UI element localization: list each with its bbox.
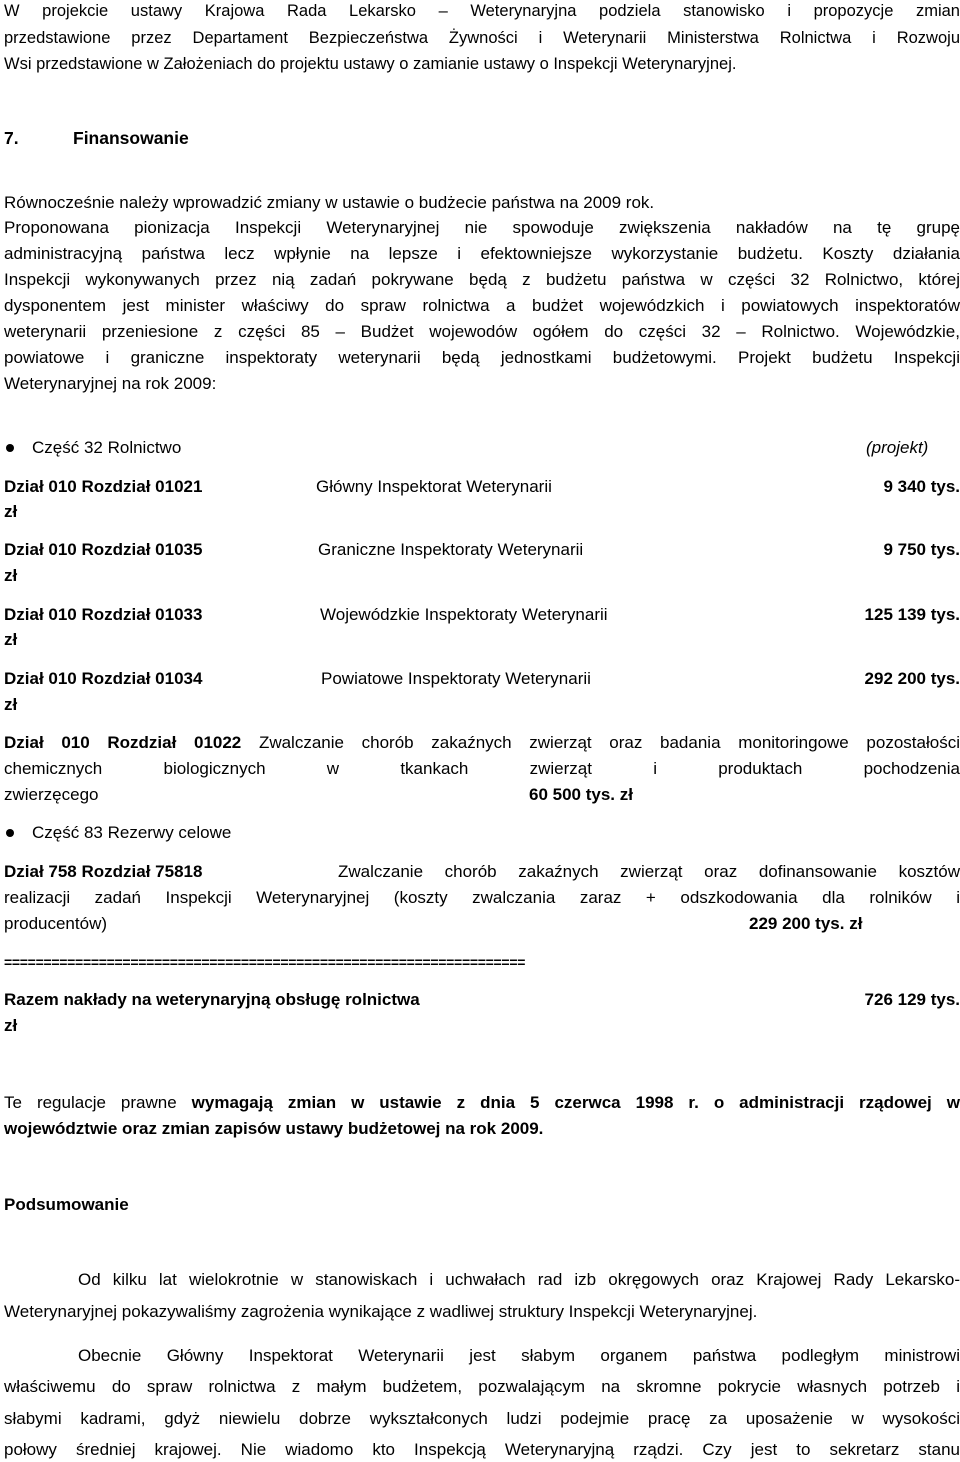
summary-paragraph-2-line-2: właściwemu do spraw rolnictwa z małym budżetem, pozwalającym na skromne pokrycie własnych potrzeb i — [4, 1377, 960, 1396]
section-paragraph-2-line-6: powiatowe i graniczne inspektoraty weterynarii będą jednostkami budżetowymi. Projekt budżetu Inspekcji — [4, 348, 960, 367]
summary-paragraph-1-line-2: Weterynaryjnej pokazywaliśmy zagrożenia wynikające z wadliwej struktury Inspekcji Weterynaryjnej. — [4, 1302, 758, 1321]
section-paragraph-2-line-5: weterynarii przeniesione z części 85 – Budżet wojewodów ogółem do części 32 – Rolnictwo. Wojewódzkie, — [4, 322, 960, 341]
summary-title: Podsumowanie — [4, 1195, 129, 1214]
budget-row-01022-desc: Zwalczanie chorób zakaźnych zwierząt oraz badania monitoringowe pozostałości — [258, 733, 960, 752]
regulations-line-1 — [4, 1093, 960, 1113]
budget-row-01022-line-3: zwierzęcego — [4, 785, 99, 804]
budget-row-75818-line-2: realizacji zadań Inspekcji Weterynaryjnej (koszty zwalczania zaraz + odszkodowania dla rolników i — [4, 888, 960, 907]
budget-row-amount: 292 200 tys. — [864, 669, 960, 688]
total-amount: 726 129 tys. — [864, 990, 960, 1009]
budget-row-unit: zł — [4, 566, 18, 585]
budget-row-name: Wojewódzkie Inspektoraty Weterynarii — [320, 605, 608, 624]
section-number: 7. — [4, 128, 19, 148]
section-paragraph-2-line-1: Proponowana pionizacja Inspekcji Weterynaryjnej nie spowoduje zwiększenia nakładów na tę grupę — [4, 218, 960, 237]
regulations-line-2: województwie oraz zmian zapisów ustawy budżetowej na rok 2009. — [4, 1119, 544, 1138]
summary-paragraph-2-line-3: słabymi kadrami, gdyż niewielu dobrze wykształconych ludzi podejmie pracę za uposażenie w wysokości — [4, 1409, 960, 1428]
bullet-icon — [6, 829, 14, 837]
budget-row-01022-line-2: chemicznych biologicznych w tkankach zwierząt i produktach pochodzenia — [4, 759, 960, 778]
summary-paragraph-2-line-4: połowy średniej krajowej. Nie wiadomo kto Inspekcją Weterynaryjną rządzi. Czy jest to sekretarz stanu — [4, 1440, 960, 1459]
section-paragraph-2-line-7: Weterynaryjnej na rok 2009: — [4, 374, 217, 393]
summary-paragraph-1-line-1: Od kilku lat wielokrotnie w stanowiskach i uchwałach rad izb okręgowych oraz Krajowej Rady Lekarsko- — [78, 1270, 960, 1289]
section-paragraph-2-line-3: Inspekcji wykonywanych przez nią zadań pokrywane będą z budżetu państwa w części 32 Rolnictwo, której — [4, 270, 960, 289]
budget-row-name: Główny Inspektorat Weterynarii — [316, 477, 552, 496]
budget-row-75818-amount: 229 200 tys. zł — [749, 914, 863, 933]
budget-row-unit: zł — [4, 502, 18, 521]
total-label: Razem nakłady na weterynaryjną obsługę rolnictwa — [4, 990, 420, 1009]
budget-row-01022-amount: 60 500 tys. zł — [529, 785, 633, 804]
budget-row-code: Dział 010 Rozdział 01034 — [4, 669, 203, 688]
intro-line-1: W projekcie ustawy Krajowa Rada Lekarsko – Weterynaryjna podziela stanowisko i propozycje zmian — [4, 2, 960, 20]
budget-row-unit: zł — [4, 630, 18, 649]
intro-line-2: przedstawione przez Departament Bezpieczeństwa Żywności i Weterynarii Ministerstwa Rolnictwa i Rozwoju — [4, 29, 960, 47]
section-paragraph-2-line-4: dysponentem jest minister właściwy do spraw rolnictwa a budżet wojewódzkich i powiatowych inspektoratów — [4, 296, 960, 315]
budget-row-code: Dział 010 Rozdział 01035 — [4, 540, 203, 559]
budget-row-name: Graniczne Inspektoraty Weterynarii — [318, 540, 584, 559]
part-83-label: Część 83 Rezerwy celowe — [32, 823, 232, 842]
part-32-note: (projekt) — [866, 438, 929, 457]
regulations-plain: Te regulacje prawne — [4, 1093, 192, 1112]
total-unit: zł — [4, 1016, 18, 1035]
budget-row-code: Dział 010 Rozdział 01033 — [4, 605, 203, 624]
budget-row-75818-line-3: producentów) — [4, 914, 108, 933]
budget-row-75818-code: Dział 758 Rozdział 75818 — [4, 862, 203, 881]
budget-row-unit: zł — [4, 695, 18, 714]
budget-row-01022-code: Dział 010 Rozdział 01022 — [4, 733, 242, 752]
intro-line-3: Wsi przedstawione w Założeniach do projektu ustawy o zamianie ustawy o Inspekcji Weterynaryjnej. — [4, 55, 737, 73]
section-paragraph-1: Równocześnie należy wprowadzić zmiany w ustawie o budżecie państwa na 2009 rok. — [4, 193, 655, 212]
regulations-bold: wymagają zmian w ustawie z dnia 5 czerwca 1998 r. o administracji rządowej w — [191, 1093, 960, 1112]
section-title: Finansowanie — [73, 128, 189, 148]
budget-row-amount: 125 139 tys. — [864, 605, 960, 624]
section-paragraph-2-line-2: administracyjną państwa lecz wpłynie na lepsze i efektowniejsze wykorzystanie budżetu. Koszty działania — [4, 244, 960, 263]
budget-row-code: Dział 010 Rozdział 01021 — [4, 477, 203, 496]
budget-row-01022-line-1 — [4, 733, 960, 753]
budget-row-amount: 9 340 tys. — [883, 477, 960, 496]
summary-paragraph-2-line-1: Obecnie Główny Inspektorat Weterynarii jest słabym organem państwa podległym ministrowi — [78, 1346, 960, 1365]
budget-row-75818-desc: Zwalczanie chorób zakaźnych zwierząt oraz dofinansowanie kosztów — [338, 862, 960, 881]
separator-line: ================================================================== — [4, 954, 526, 970]
budget-row-amount: 9 750 tys. — [883, 540, 960, 559]
budget-row-name: Powiatowe Inspektoraty Weterynarii — [321, 669, 591, 688]
part-32-label: Część 32 Rolnictwo — [32, 438, 182, 457]
bullet-icon — [6, 444, 14, 452]
